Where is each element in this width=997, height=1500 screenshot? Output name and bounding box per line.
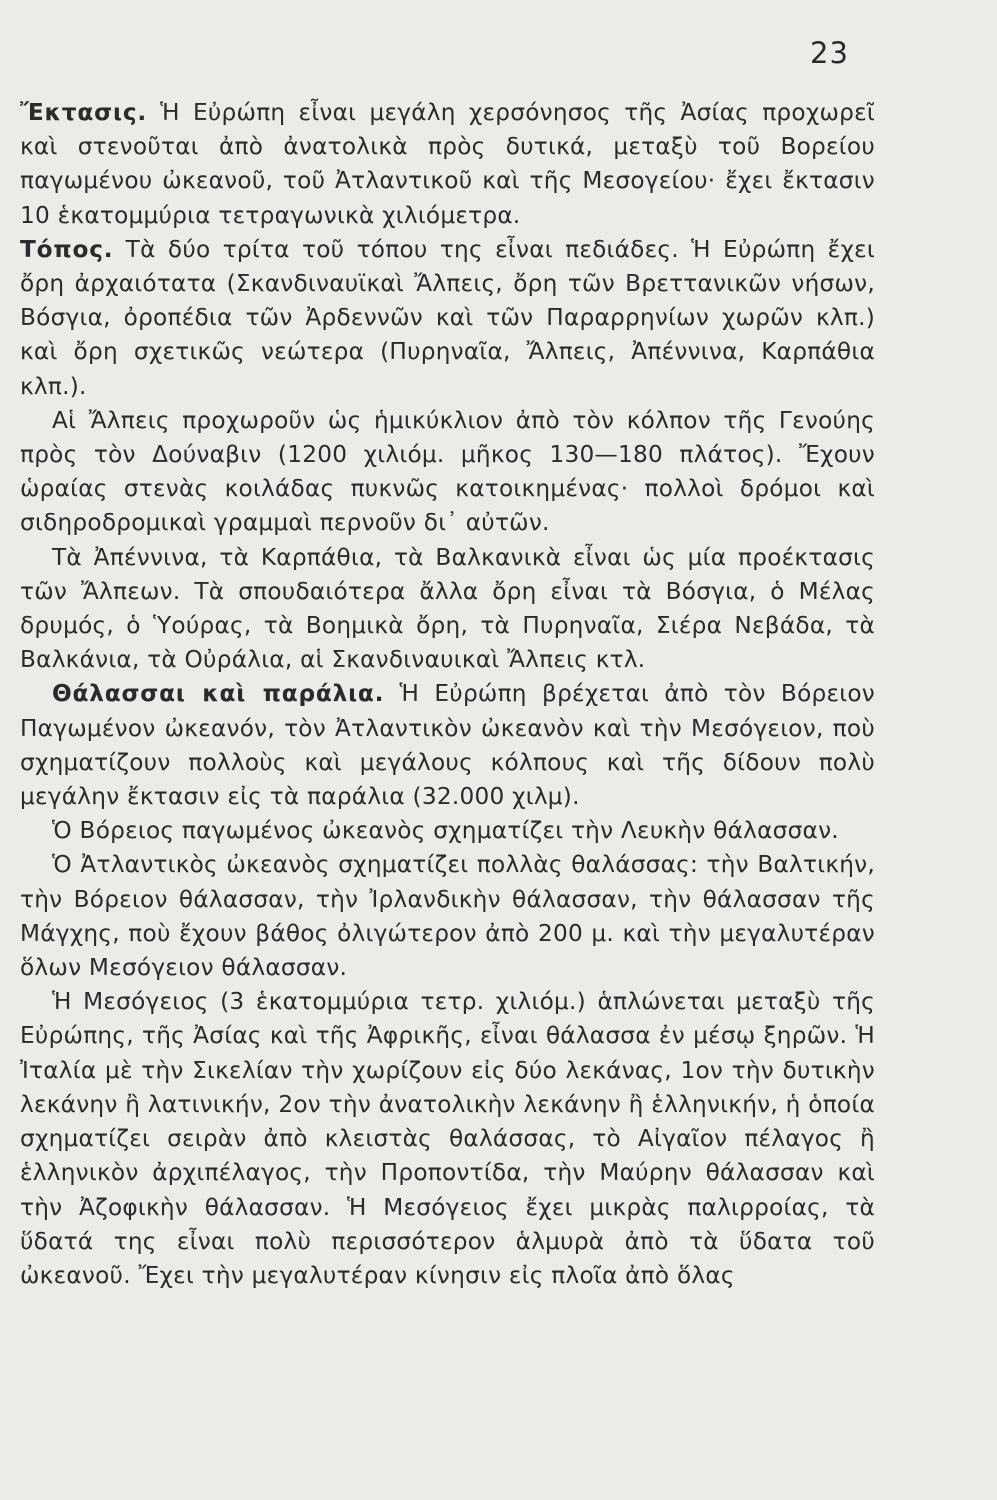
page-body [20,96,875,1293]
paragraph-text: Αἱ Ἄλπεις προχωροῦν ὡς ἡμικύκλιον ἀπὸ τὸν κόλπον τῆς Γενούης πρὸς τὸν Δούναβιν (1200 χιλιόμ. μῆκος 130—180 πλάτος). Ἔχουν ὡραίας στενὰς κοιλάδας πυκνῶς κατοικημένας· πολλοὶ δρόμοι καὶ σιδηροδρομικαὶ γραμμαὶ περνοῦν δι᾿ αὐτῶν. [20,406,875,537]
page-number: 23 [810,36,849,70]
section-heading-seas: Θάλασσαι καὶ παράλια. [52,680,385,708]
paragraph-mediterranean [20,985,875,1293]
paragraph-mountains [20,541,875,678]
paragraph-text: Ἡ Εὐρώπη βρέχεται ἀπὸ τὸν Βόρειον Παγωμένον ὠκεανόν, τὸν Ἀτλαντικὸν ὠκεανὸν καὶ τὴν Μεσόγειον, ποὺ σχηματίζουν πολλοὺς καὶ μεγάλους κόλπους καὶ τῆς δίδουν πολὺ μεγάλην ἔκτασιν εἰς τὰ παράλια (32.000 χιλμ). [20,680,875,811]
paragraph-text: Ὁ Βόρειος παγωμένος ὠκεανὸς σχηματίζει τὴν Λευκὴν θάλασσαν. [52,817,839,845]
paragraph-arctic [20,814,875,848]
paragraph-extent [20,96,875,233]
paragraph-text: Τὰ δύο τρίτα τοῦ τόπου της εἶναι πεδιάδες. Ἡ Εὐρώπη ἔχει ὄρη ἀρχαιότατα (Σκανδιναυϊκαὶ Ἄλπεις, ὄρη τῶν Βρεττανικῶν νήσων, Βόσγια, ὀροπέδια τῶν Ἀρδεννῶν καὶ τῶν Παραρρηνίων χωρῶν κλπ.) καὶ ὄρη σχετικῶς νεώτερα (Πυρηναῖα, Ἄλπεις, Ἀπέννινα, Καρπάθια κλπ.). [20,235,875,400]
paragraph-text: Ἡ Εὐρώπη εἶναι μεγάλη χερσόνησος τῆς Ἀσίας προχωρεῖ καὶ στενοῦται ἀπὸ ἀνατολικὰ πρὸς δυτικά, μεταξὺ τοῦ Βορείου παγωμένου ὠκεανοῦ, τοῦ Ἀτλαντικοῦ καὶ τῆς Μεσογείου· ἔχει ἔκτασιν 10 ἑκατομμύρια τετραγωνικὰ χιλιόμετρα. [20,99,875,229]
paragraph-terrain [20,233,875,404]
paragraph-atlantic [20,848,875,985]
section-heading-extent: Ἔκτασις. [20,99,147,126]
paragraph-alps [20,404,875,541]
paragraph-text: Ἡ Μεσόγειος (3 ἑκατομμύρια τετρ. χιλιόμ.) ἁπλώνεται μεταξὺ τῆς Εὐρώπης, τῆς Ἀσίας καὶ τῆς Ἀφρικῆς, εἶναι θάλασσα ἐν μέσῳ ξηρῶν. Ἡ Ἰταλία μὲ τὴν Σικελίαν τὴν χωρίζουν εἰς δύο λεκάνας, 1ον τὴν δυτικὴν λεκάνην ἢ λατινικήν, 2ον τὴν ἀνατολικὴν λεκάνην ἢ ἑλληνικήν, ἡ ὁποία σχηματίζει σειρὰν ἀπὸ κλειστὰς θαλάσσας, τὸ Αἰγαῖον πέλαγος ἢ ἑλληνικὸν ἀρχιπέλαγος, τὴν Προποντίδα, τὴν Μαύρην θάλασσαν καὶ τὴν Ἀζοφικὴν θάλασσαν. Ἡ Μεσόγειος ἔχει μικρὰς παλιρροίας, τὰ ὕδατά της εἶναι πολὺ περισσότερον ἁλμυρὰ ἀπὸ τὰ ὕδατα τοῦ ὠκεανοῦ. Ἔχει τὴν μεγαλυτέραν κίνησιν εἰς πλοῖα ἀπὸ ὅλας [20,988,875,1289]
paragraph-seas [20,677,875,814]
section-heading-terrain: Τόπος. [20,235,114,263]
paragraph-text: Ὁ Ἀτλαντικὸς ὠκεανὸς σχηματίζει πολλὰς θαλάσσας: τὴν Βαλτικήν, τὴν Βόρειον θάλασσαν, τὴν Ἰρλανδικὴν θάλασσαν, τὴν θάλασσαν τῆς Μάγχης, ποὺ ἔχουν βάθος ὀλιγώτερον ἀπὸ 200 μ. καὶ τὴν μεγαλυτέραν ὅλων Μεσόγειον θάλασσαν. [20,851,875,982]
paragraph-text: Τὰ Ἀπέννινα, τὰ Καρπάθια, τὰ Βαλκανικὰ εἶναι ὡς μία προέκτασις τῶν Ἄλπεων. Τὰ σπουδαιότερα ἄλλα ὄρη εἶναι τὰ Βόσγια, ὁ Μέλας δρυμός, ὁ Ὑούρας, τὰ Βοημικὰ ὄρη, τὰ Πυρηναῖα, Σιέρα Νεβάδα, τὰ Βαλκάνια, τὰ Οὐράλια, αἱ Σκανδιναυικαὶ Ἄλπεις κτλ. [20,543,875,674]
